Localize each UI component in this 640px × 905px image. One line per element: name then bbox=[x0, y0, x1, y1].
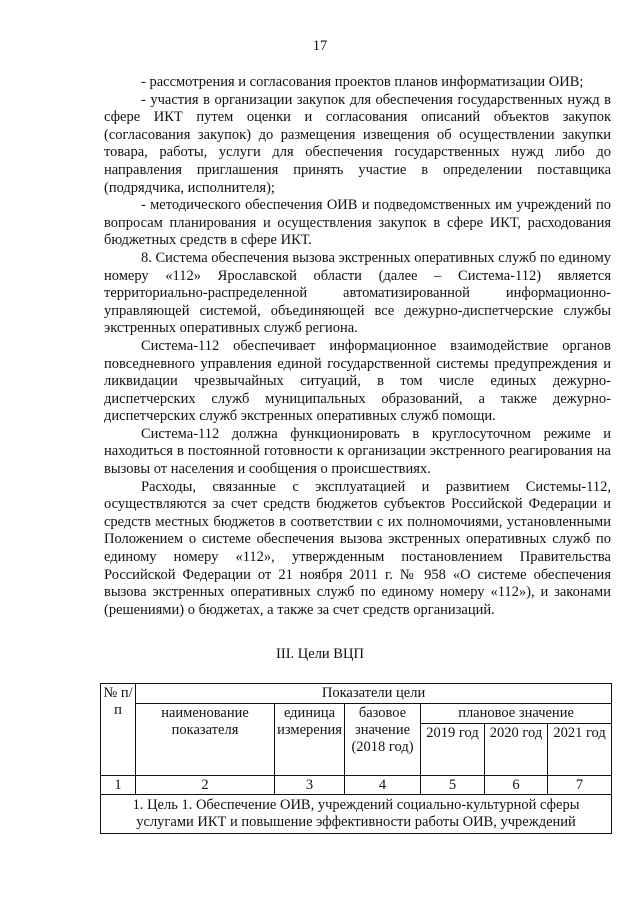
column-number: 6 bbox=[485, 776, 548, 795]
header-indicator-name: наименование показателя bbox=[136, 704, 275, 776]
header-row-number: № п/п bbox=[101, 684, 136, 776]
header-base-value: базовое значение (2018 год) bbox=[345, 704, 421, 776]
paragraph: 8. Система обеспечения вызова экстренных оперативных служб по единому номеру «112» Ярославской области (далее – Система-112) является территориально-распределенной автоматизированной информационно-управляющей системой, объединяющей все дежурно-диспетчерские службы экстренных оперативных служб региона. bbox=[104, 249, 612, 337]
paragraph: Расходы, связанные с эксплуатацией и развитием Системы-112, осуществляются за счет средств бюджетов субъектов Российской Федерации и средств местных бюджетов в соответствии с их полномочиями, установленными Положением о системе обеспечения вызова экстренных оперативных служб по единому номеру «112», утвержденным постановлением Правительства Российской Федерации от 21 ноября 2011 г. № 958 «О системе обеспечения вызова экстренных оперативных служб по единому номеру «112»), и законами (решениями) о бюджетах, а также за счет средств организаций. bbox=[104, 478, 611, 618]
column-number: 4 bbox=[345, 776, 421, 795]
paragraph: Система-112 должна функционировать в круглосуточном режиме и находиться в постоянной готовности к организации экстренного реагирования на вызовы от населения и сообщения о происшествиях. bbox=[104, 425, 611, 478]
header-unit: единица измерения bbox=[275, 704, 345, 776]
page-number: 17 bbox=[312, 38, 328, 54]
paragraph: - методического обеспечения ОИВ и подведомственных им учреждений по вопросам планирования и осуществления закупок в сфере ИКТ, расходования бюджетных средств в сфере ИКТ. bbox=[104, 197, 611, 249]
section-heading: III. Цели ВЦП bbox=[276, 646, 364, 662]
column-number: 7 bbox=[548, 776, 612, 795]
goals-table bbox=[100, 683, 612, 834]
goal-row: 1. Цель 1. Обеспечение ОИВ, учреждений социально-культурной сферы услугами ИКТ и повышение эффективности работы ОИВ, учреждений bbox=[101, 795, 612, 834]
header-year-2020: 2020 год bbox=[485, 724, 548, 776]
column-number: 2 bbox=[136, 776, 275, 795]
column-number: 5 bbox=[421, 776, 485, 795]
header-year-2019: 2019 год bbox=[421, 724, 485, 776]
paragraph: - рассмотрения и согласования проектов планов информатизации ОИВ; bbox=[141, 74, 584, 90]
paragraph: - участия в организации закупок для обеспечения государственных нужд в сфере ИКТ путем оценки и согласования описаний объектов закупок (согласования закупок) до размещения извещения об осуществлении закупки товара, работы, услуги для обеспечения государственных нужд либо до направления приглашения принять участие в определении поставщика (подрядчика, исполнителя); bbox=[104, 91, 611, 196]
body-text bbox=[104, 74, 611, 619]
column-number: 3 bbox=[275, 776, 345, 795]
header-year-2021: 2021 год bbox=[548, 724, 612, 776]
paragraph: Система-112 обеспечивает информационное взаимодействие органов повседневного управления единой государственной системы предупреждения и ликвидации чрезвычайных ситуаций, в том числе единых дежурно-диспетчерских служб муниципальных образований, а также дежурно-диспетчерских служб экстренных оперативных служб помощи. bbox=[104, 337, 611, 425]
header-indicators: Показатели цели bbox=[136, 684, 612, 704]
header-planned-value: плановое значение bbox=[421, 704, 612, 724]
column-number: 1 bbox=[101, 776, 136, 795]
